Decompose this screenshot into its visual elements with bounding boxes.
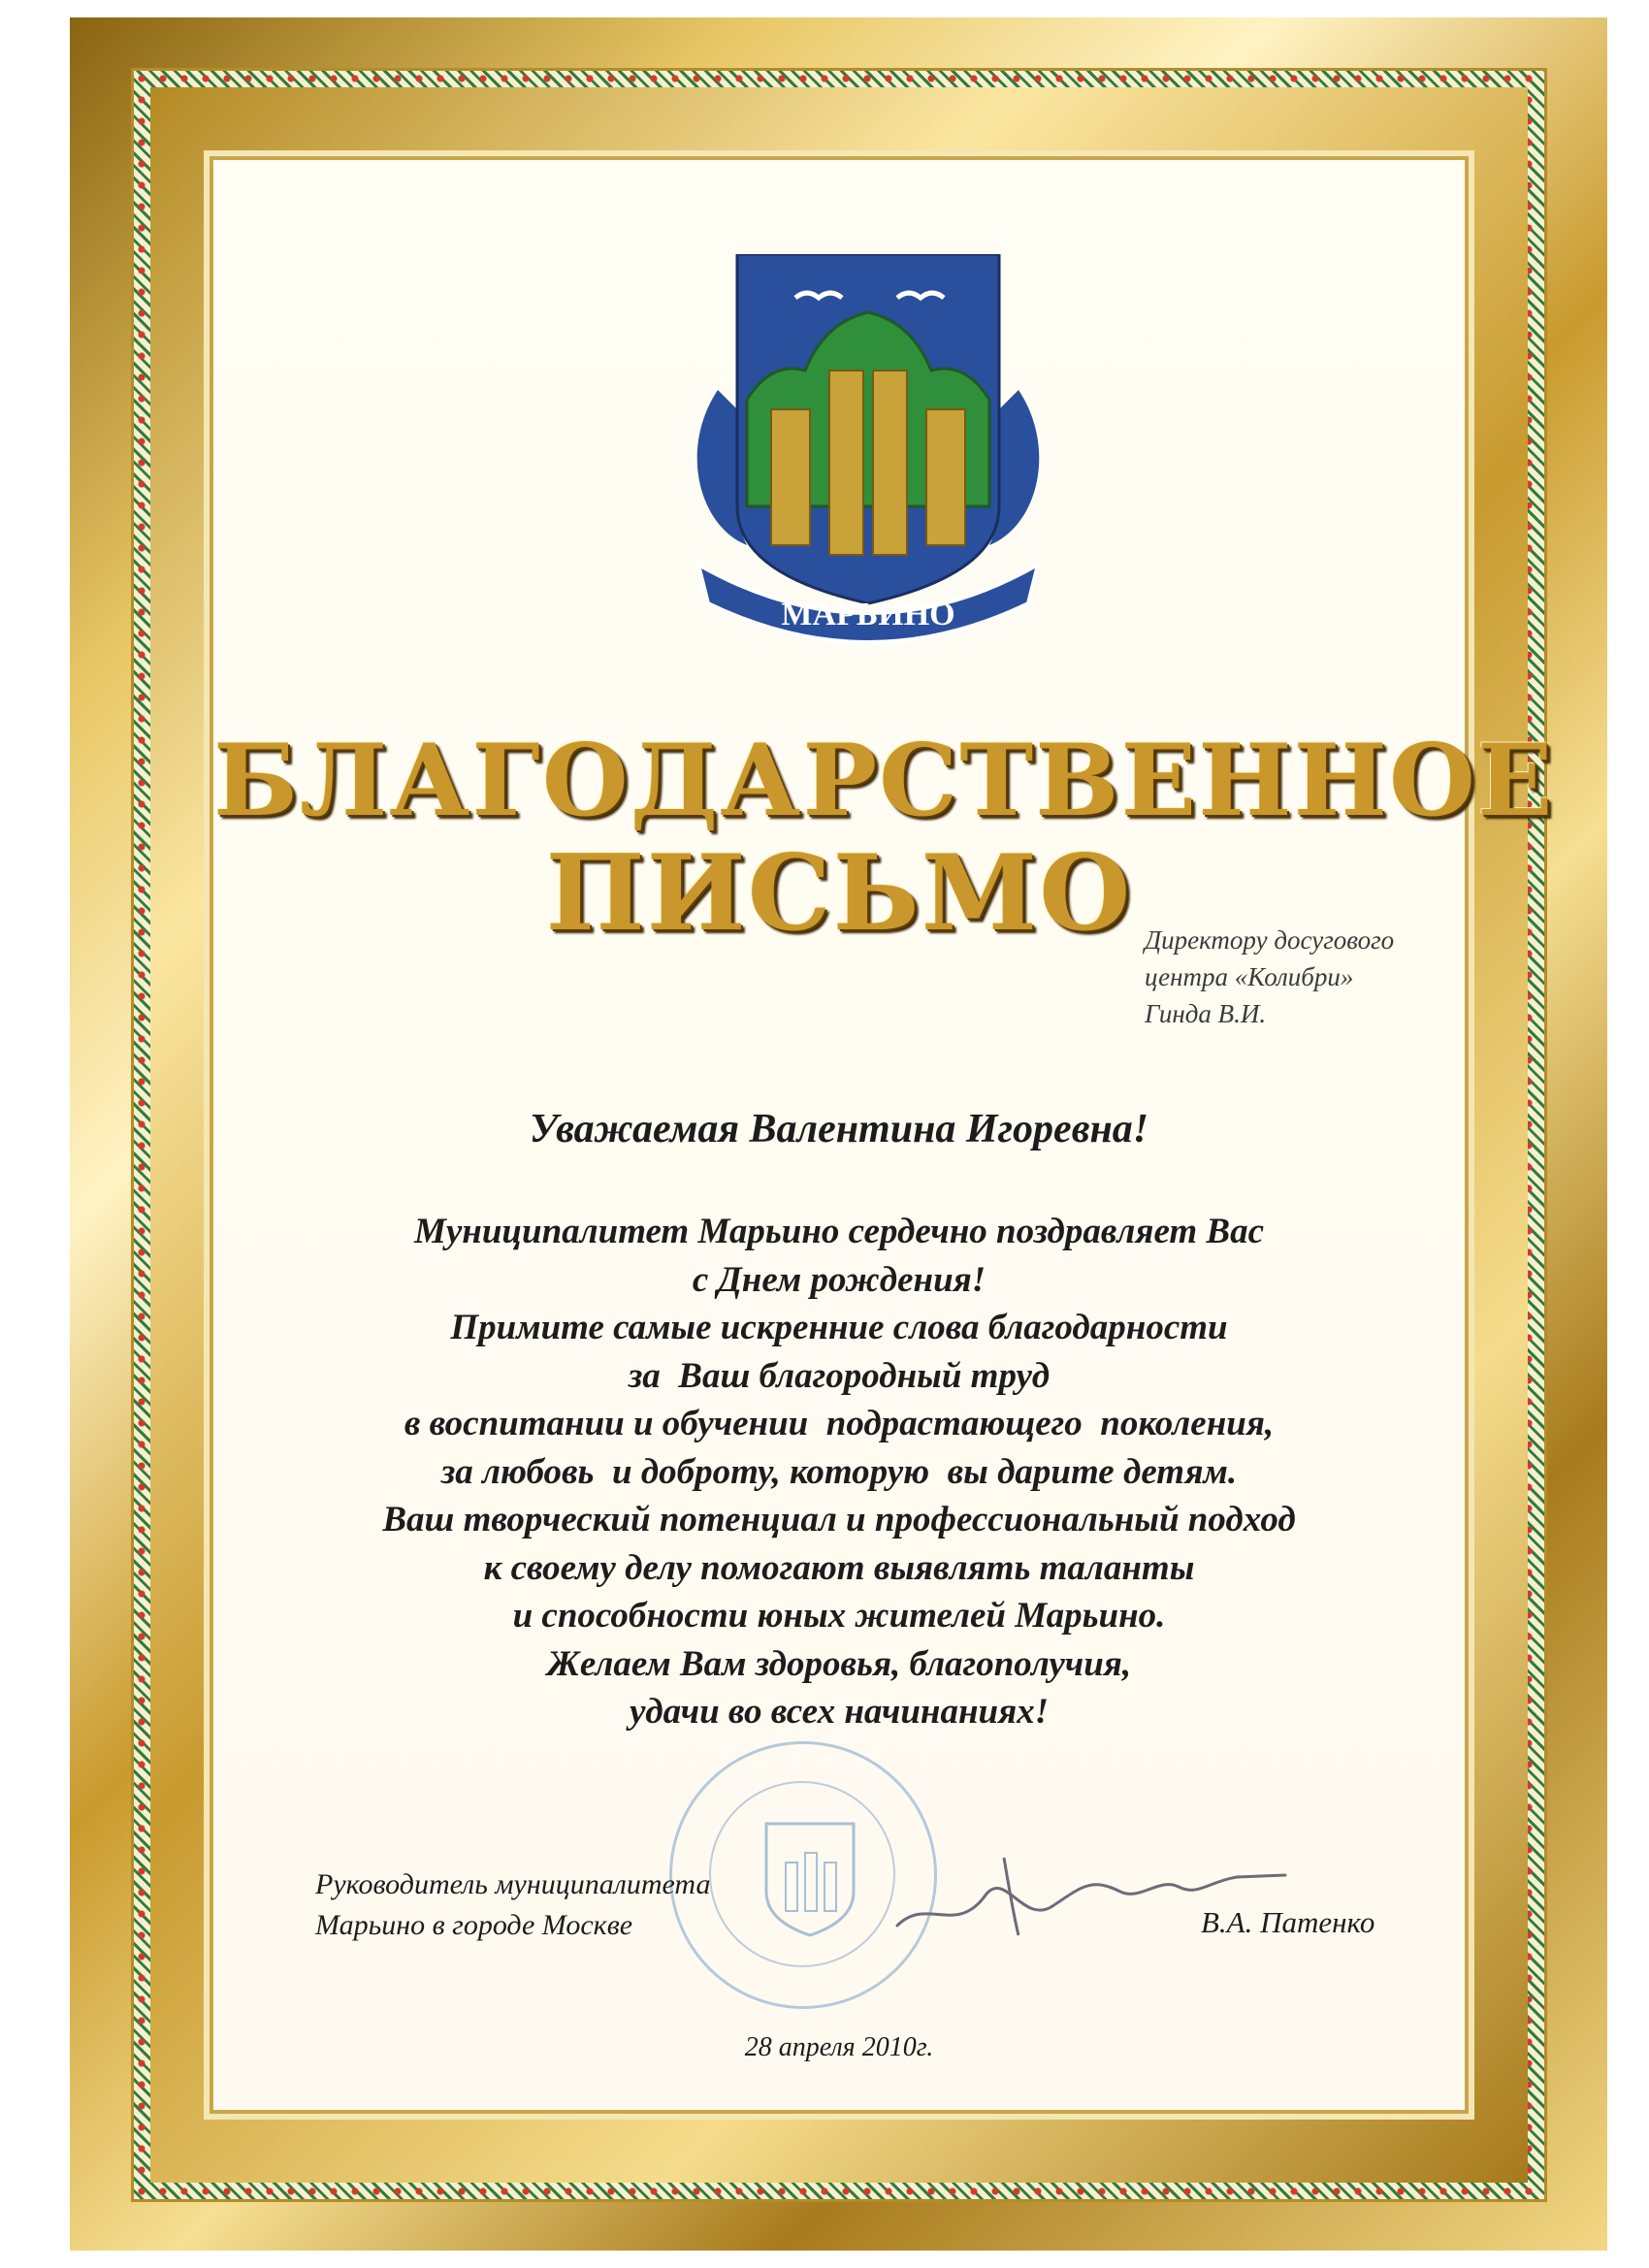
body-line: и способности юных жителей Марьино. — [512, 1596, 1166, 1636]
letter-body — [213, 1208, 1465, 1736]
letter-date: 28 апреля 2010г. — [744, 2032, 934, 2062]
addressee-line-1: Директору досугового — [1145, 925, 1395, 955]
body-line: удачи во всех начинаниях! — [629, 1692, 1050, 1732]
addressee-line-2: центра «Колибри» — [1145, 962, 1354, 991]
body-line: Примите самые искренние слова благодарности — [450, 1308, 1228, 1347]
addressee-line-3: Гинда В.И. — [1145, 999, 1267, 1028]
coat-of-arms-emblem — [679, 254, 1057, 662]
salutation: Уважаемая Валентина Игоревна! — [529, 1107, 1149, 1151]
title-line-1: БЛАГОДАРСТВЕННОЕ — [213, 723, 1555, 839]
body-line: в воспитании и обучении подрастающего поколения, — [404, 1404, 1275, 1443]
coat-ribbon-text: МАРЬИНО — [781, 597, 955, 632]
title-line-2: ПИСЬМО — [545, 832, 1133, 955]
body-line: к своему делу помогают выявлять таланты — [483, 1547, 1195, 1588]
signatory-role-line-1: Руководитель муниципалитета — [315, 1868, 711, 1900]
body-line: за Ваш благородный труд — [628, 1355, 1051, 1396]
body-line: Желаем Вам здоровья, благополучия, — [546, 1643, 1132, 1684]
addressee-block — [1145, 922, 1474, 1032]
signatory-role-line-2: Марьино в городе Москве — [315, 1909, 633, 1941]
body-line: с Днем рождения! — [692, 1259, 986, 1300]
body-line: за любовь и доброту, которую вы дарите детям. — [440, 1451, 1238, 1492]
signatory-role — [315, 1864, 820, 1946]
body-line: Ваш творческий потенциал и профессиональный подход — [382, 1500, 1296, 1539]
body-line: Муниципалитет Марьино сердечно поздравляет Вас — [413, 1212, 1265, 1251]
signatory-name: В.А. Патенко — [1201, 1905, 1375, 1939]
